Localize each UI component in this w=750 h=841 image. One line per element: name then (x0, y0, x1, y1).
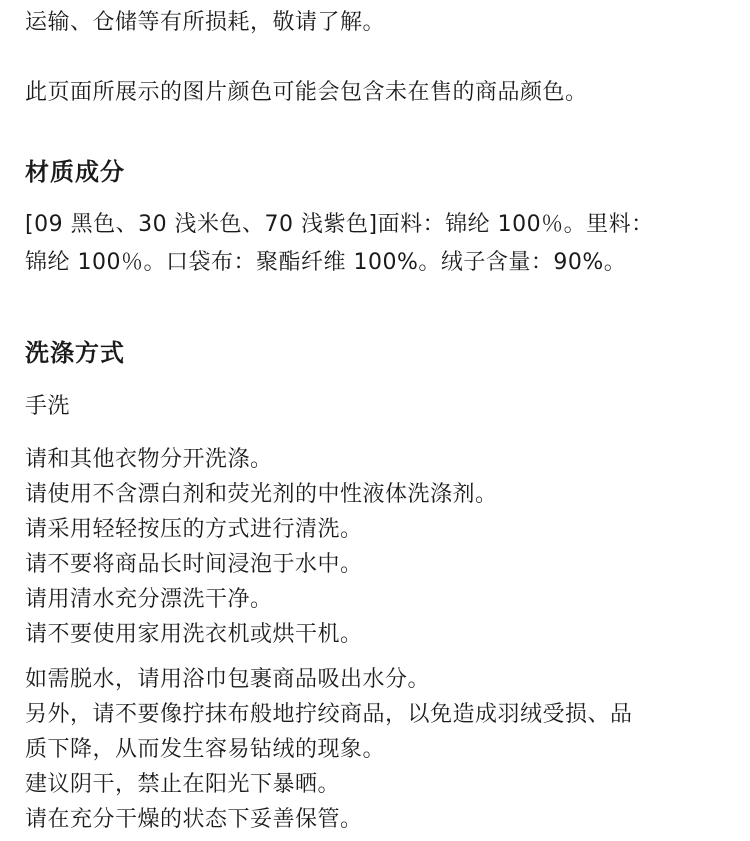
washing-instruction: 请在充分干燥的状态下妥善保管。 (25, 807, 363, 832)
washing-heading: 洗涤方式 (25, 339, 125, 367)
washing-instruction: 请用清水充分漂洗干净。 (25, 587, 273, 612)
material-line: [09 黑色、30 浅米色、70 浅紫色]面料：锦纶 100％。里料： (25, 212, 654, 237)
material-line: 锦纶 100％。口袋布：聚酯纤维 100%。绒子含量：90%。 (25, 250, 627, 275)
loss-note: 运输、仓储等有所损耗，敬请了解。 (25, 10, 386, 35)
washing-instruction: 如需脱水，请用浴巾包裹商品吸出水分。 (25, 667, 431, 692)
washing-instruction: 质下降，从而发生容易钻绒的现象。 (25, 737, 386, 762)
washing-method: 手洗 (25, 394, 71, 419)
color-note: 此页面所展示的图片颜色可能会包含未在售的商品颜色。 (25, 80, 588, 105)
washing-instruction: 请不要使用家用洗衣机或烘干机。 (25, 622, 363, 647)
washing-instruction: 请采用轻轻按压的方式进行清洗。 (25, 517, 363, 542)
material-heading: 材质成分 (25, 158, 125, 186)
washing-instruction: 请不要将商品长时间浸泡于水中。 (25, 552, 363, 577)
washing-instruction: 请使用不含漂白剂和荧光剂的中性液体洗涤剂。 (25, 482, 498, 507)
washing-instruction: 另外，请不要像拧抹布般地拧绞商品，以免造成羽绒受损、品 (25, 702, 633, 727)
washing-instruction: 建议阴干，禁止在阳光下暴晒。 (25, 772, 341, 797)
washing-instruction: 请和其他衣物分开洗涤。 (25, 447, 273, 472)
